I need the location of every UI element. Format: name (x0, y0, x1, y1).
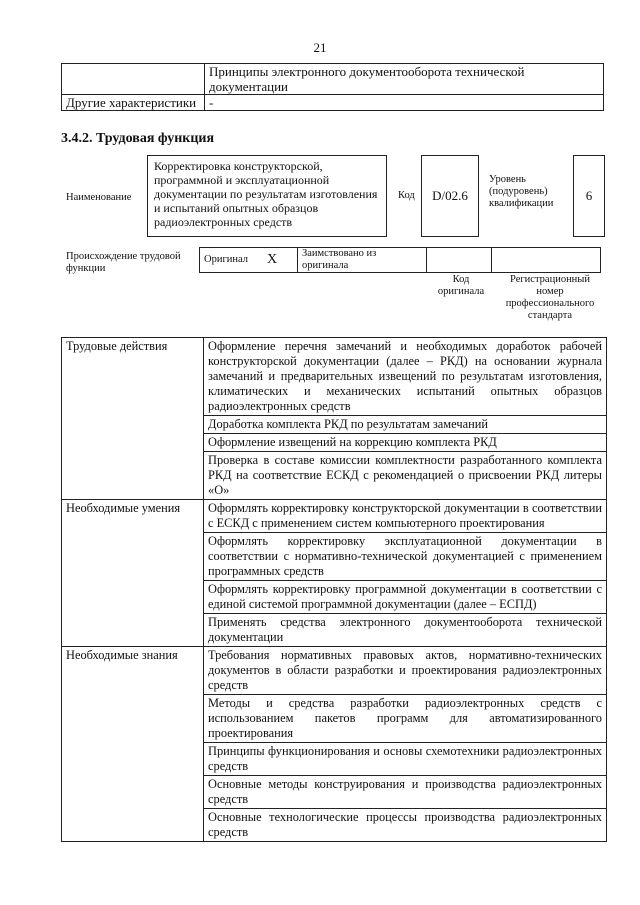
other-characteristics-value: - (205, 95, 604, 111)
origin-label: Происхождение трудовой функции (66, 251, 181, 274)
labor-action-item: Доработка комплекта РКД по результатам замечаний (204, 416, 607, 434)
reg-number-caption: Регистрационный номер профессионального стандарта (505, 274, 595, 321)
labor-action-item: Оформление извещений на коррекцию комплекта РКД (204, 434, 607, 452)
skill-item: Применять средства электронного документооборота технической документации (204, 614, 607, 647)
reg-number-cell (492, 248, 601, 273)
knowledge-item: Методы и средства разработки радиоэлектронных средств с использованием пакетов программ для автоматизированного проектирования (204, 695, 607, 743)
section-title: 3.4.2. Трудовая функция (61, 131, 215, 146)
code-original-caption: Код оригинала (437, 274, 485, 297)
borrowed-label: Заимствовано из оригинала (298, 248, 427, 273)
code-original-cell (427, 248, 492, 273)
knowledge-item: Основные методы конструирования и производства радиоэлектронных средств (204, 776, 607, 809)
required-knowledge-label: Необходимые знания (62, 647, 204, 842)
skill-item: Оформлять корректировку программной документации в соответствии с единой системой программной документации (далее – ЕСПД) (204, 581, 607, 614)
required-skills-label: Необходимые умения (62, 500, 204, 647)
continuation-knowledge-item: Принципы электронного документооборота технической документации (205, 64, 604, 95)
skill-item: Оформлять корректировку эксплуатационной документации в соответствии с нормативно-технической документацией с применением программных средств (204, 533, 607, 581)
name-label: Наименование (66, 192, 132, 203)
labor-actions-label: Трудовые действия (62, 338, 204, 500)
original-mark: X (263, 248, 298, 273)
empty-cell (62, 64, 205, 95)
knowledge-item: Основные технологические процессы производства радиоэлектронных средств (204, 809, 607, 842)
origin-table (199, 247, 601, 273)
labor-action-item: Оформление перечня замечаний и необходимых доработок рабочей конструкторской документации (далее – РКД) на основании журнала замечаний и предварительных извещений по результатам изготовления, климатических и механических испытаний опытных образцов радиоэлектронных средств (204, 338, 607, 416)
qualification-level: 6 (573, 155, 605, 237)
continuation-table (61, 63, 604, 111)
function-details-table (61, 337, 607, 842)
knowledge-item: Принципы функционирования и основы схемотехники радиоэлектронных средств (204, 743, 607, 776)
other-characteristics-label: Другие характеристики (62, 95, 205, 111)
level-label: Уровень (подуровень) квалификации (489, 174, 554, 209)
function-name: Корректировка конструкторской, программной и эксплуатационной документации по результатам изготовления и испытаний опытных образцов радиоэлектронных средств (147, 155, 387, 237)
labor-action-item: Проверка в составе комиссии комплектности разработанного комплекта РКД на соответствие ЕСКД с рекомендацией о присвоении РКД литеры «О» (204, 452, 607, 500)
knowledge-item: Требования нормативных правовых актов, нормативно-технических документов в области разработки и проектирования радиоэлектронных средств (204, 647, 607, 695)
page-number: 21 (313, 40, 327, 55)
skill-item: Оформлять корректировку конструкторской документации в соответствии с ЕСКД с применением систем компьютерного проектирования (204, 500, 607, 533)
code-label: Код (398, 190, 415, 201)
function-code: D/02.6 (421, 155, 479, 237)
original-label: Оригинал (200, 248, 264, 273)
